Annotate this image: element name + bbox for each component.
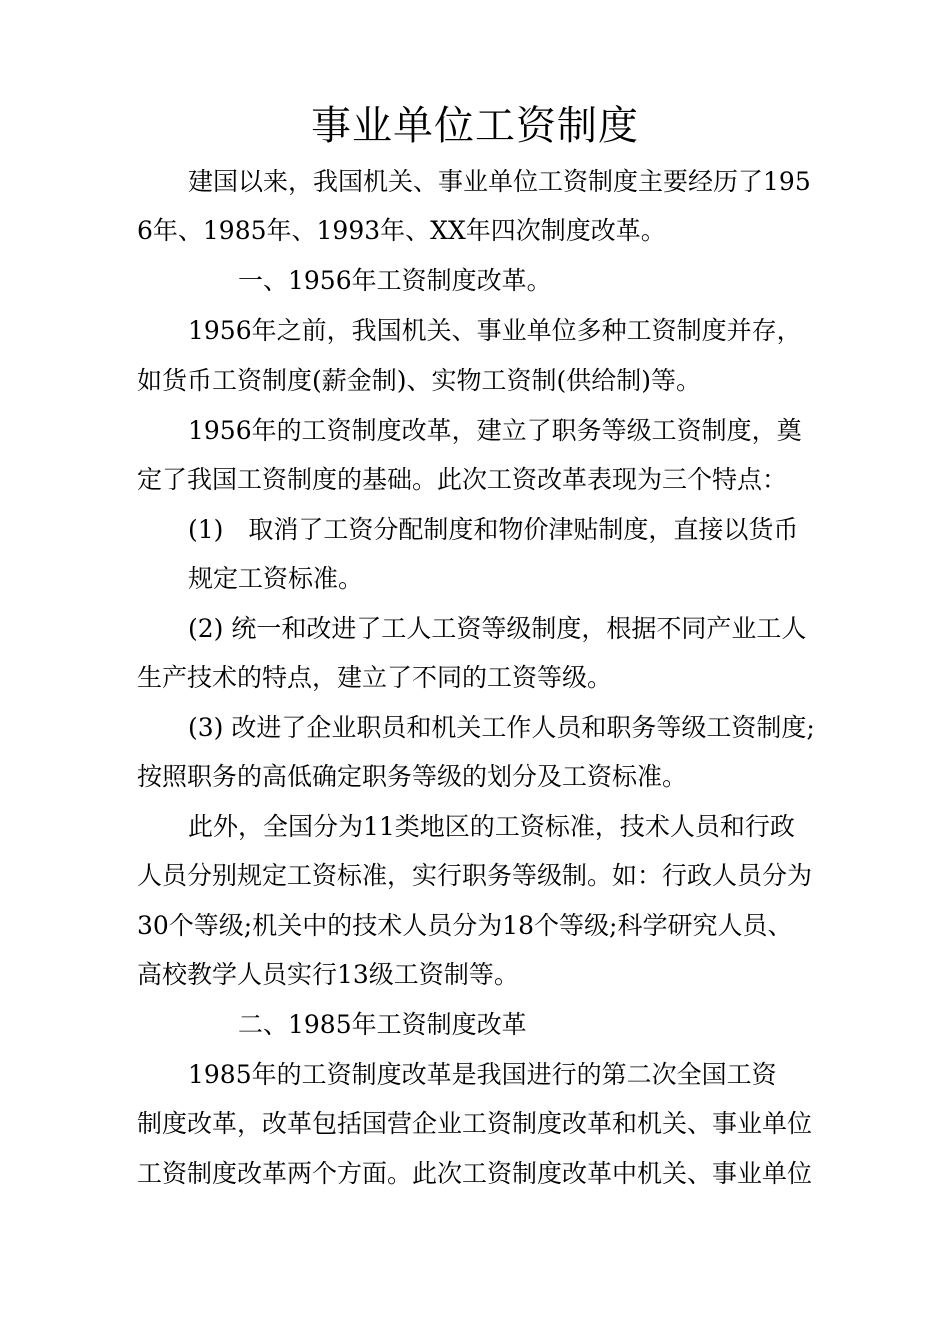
list-item-line: (2) 统一和改进了工人工资等级制度，根据不同产业工人 [188,614,807,643]
list-item-line: (1) 取消了工资分配制度和物价津贴制度，直接以货币 [188,515,799,544]
paragraph-line: 高校教学人员实行13级工资制等。 [137,960,519,989]
paragraph-line: 人员分别规定工资标准，实行职务等级制。如：行政人员分为 [137,861,813,890]
list-item-line: 生产技术的特点，建立了不同的工资等级。 [137,663,613,692]
paragraph-line: 建国以来，我国机关、事业单位工资制度主要经历了195 [188,167,811,196]
paragraph-line: 30个等级;机关中的技术人员分为18个等级;科学研究人员、 [137,911,793,940]
paragraph-line: 如货币工资制度(薪金制)、实物工资制(供给制)等。 [137,366,702,395]
paragraph-line: 此外，全国分为11类地区的工资标准，技术人员和行政 [188,812,795,841]
document-title: 事业单位工资制度 [311,103,639,149]
list-item-line: 规定工资标准。 [188,564,364,593]
paragraph-line: 1956年的工资制度改革，建立了职务等级工资制度，奠 [188,416,802,445]
paragraph-line: 制度改革，改革包括国营企业工资制度改革和机关、事业单位 [137,1109,813,1138]
section-heading: 一、1956年工资制度改革。 [238,266,552,295]
list-item-line: (3) 改进了企业职员和机关工作人员和职务等级工资制度; [188,713,815,742]
list-item-line: 按照职务的高低确定职务等级的划分及工资标准。 [137,762,688,791]
section-heading: 二、1985年工资制度改革 [238,1010,527,1039]
paragraph-line: 定了我国工资制度的基础。此次工资改革表现为三个特点： [137,465,788,494]
paragraph-line: 6年、1985年、1993年、XX年四次制度改革。 [137,216,666,245]
paragraph-line: 工资制度改革两个方面。此次工资制度改革中机关、事业单位 [137,1159,813,1188]
paragraph-line: 1985年的工资制度改革是我国进行的第二次全国工资 [188,1060,777,1089]
paragraph-line: 1956年之前，我国机关、事业单位多种工资制度并存， [188,316,802,345]
